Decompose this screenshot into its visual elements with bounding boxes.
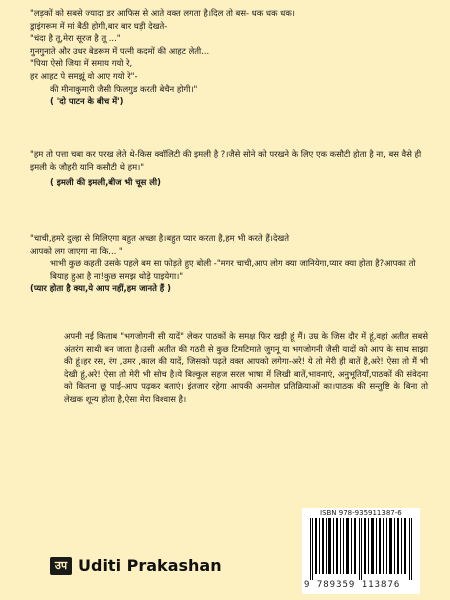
excerpt-3-source: (प्यार होता है क्या,ये आप नहीं,हम जानते हैं ) [30, 283, 171, 294]
excerpt-3 [30, 232, 428, 295]
excerpt-1-source: ( 'दो पाटन के बीच में') [50, 96, 124, 107]
excerpt-1-line: "चंदा है तू,मेरा सूरज है तू ..." [30, 33, 121, 44]
excerpt-1-line: "लड़कों को सबसे ज्यादा डर आफिस से आते वक्त लगता है।दिल तो बस- धक धक धक। [30, 8, 295, 18]
isbn-digits: 9 789359 113876 [304, 580, 401, 590]
author-note-text: अपनी नई किताब "भगजोगनी सी यादें" लेकर पाठकों के समक्ष फिर खड़ी हूं मैं। उम्र के जिस दौर में हूं,वहां अतीत सबसे अंतरंग साथी बन जाता है।उसी अतीत की गठरी से कुछ टिमटिमाते जुगनू या भगजोगनी जैसी यादों को आप के साथ साझा की हूं।हर रस, रंग ,उमर ,काल की यादें, जिसको पढ़ते वक्त आपको लगेगा-अरे! ये तो मेरी ही बातें है,अरे! ऐसा तो मैं भी देखी हूं,अरे! ऐसा तो मेरी भी सोच है।ये बिल्कुल सहज सरल भाषा में लिखी बातें,भावनाएं, अनुभूतियाँ,पाठकों की संवेदना को कितना छू पाई-आप पढ़कर बताएं। इंतजार रहेगा आपकी अनमोल प्रतिक्रियाओं का।पाठक की सन्तुष्टि के बिना तो लेखक शून्य होता है,ऐसा मेरा विश्वास है। [64, 331, 428, 404]
publisher-logo-icon: उप [50, 557, 72, 575]
author-note [30, 330, 428, 406]
excerpt-2-source: ( इमली की इमली,बीज भी चूस ली) [50, 177, 161, 188]
excerpt-1-line: ड्राइंगरूम में मां बैठी होगी,बार बार घड़ी देखते- [30, 20, 168, 31]
publisher-brand [50, 556, 222, 575]
isbn-label: ISBN 978-935911387-6 [320, 509, 402, 517]
excerpt-2-text: "हम तो पत्ता चबा कर परख लेते थे-किस क्वॉलिटी की इमली है ?।जैसे सोने को परखने के लिए एक कसौटी होता है ना, बस वैसे ही इमली के जौहरी यानि कसौटी थे हम।" [30, 149, 422, 172]
excerpt-1 [30, 7, 428, 108]
isbn-barcode-box [302, 508, 420, 594]
excerpt-2 [30, 148, 428, 189]
excerpt-3-line: "चाची,हमरे दुल्हा से मिलिएगा बहुत अच्छा है।बहुत प्यार करता है,हम भी करते हैं।देखते [30, 233, 290, 243]
barcode-icon [308, 518, 416, 580]
excerpt-3-line: आपको लग जाएगा ना कि... " [30, 245, 123, 256]
excerpt-1-line: गुनगुनाते और उधर बेडरूम में पत्नी कदमों की आहट लेती... [30, 45, 210, 56]
excerpt-3-para: भाभी कुछ कहती उसके पहले बम सा फोड़ते हुए बोली -"मगर चाची,आप लोग क्या जानियेगा,प्यार क्या होता है?आपका तो बियाह हुआ है ना!कुछ समझ थोड़े पाइयेगा।" [50, 258, 416, 281]
publisher-name: Uditi Prakashan [78, 556, 222, 575]
excerpt-1-line: की मीनाकुमारी जैसी फिलगुड करती बेचैन होगी।" [50, 83, 198, 94]
excerpt-1-line: "पिया ऐसो जिया में समाय गयो रे, [30, 58, 133, 69]
excerpt-1-line: हर आहट पे समझूं वो आए गयो रे"- [30, 70, 138, 81]
